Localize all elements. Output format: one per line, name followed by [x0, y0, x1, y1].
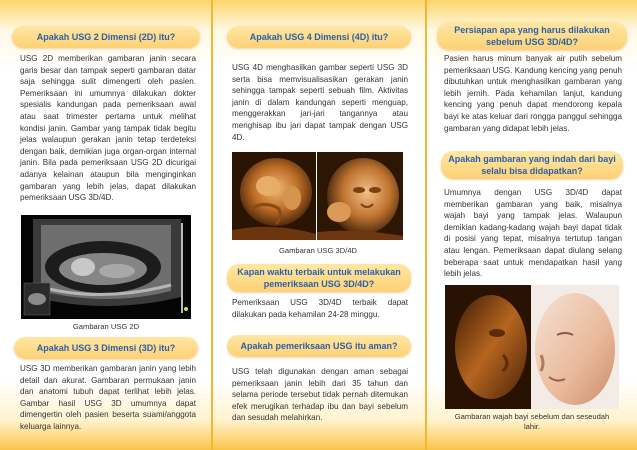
heading-safety: Apakah pemeriksaan USG itu aman?: [227, 335, 411, 357]
caption-usg-3d-4d: Gambaran USG 3D/4D: [278, 246, 358, 255]
heading-preparation: Persiapan apa yang harus dilakukan sebelum USG 3D/4D?: [437, 22, 627, 50]
panel-preparation: [427, 0, 637, 450]
heading-usg-2d: Apakah USG 2 Dimensi (2D) itu?: [12, 26, 200, 48]
panel-usg-2d-3d: [0, 0, 211, 450]
heading-usg-3d: Apakah USG 3 Dimensi (3D) itu?: [14, 337, 198, 359]
heading-usg-4d: Apakah USG 4 Dimensi (4D) itu?: [227, 26, 411, 48]
heading-best-time: Kapan waktu terbaik untuk melakukan pemeriksaan USG 3D/4D?: [227, 264, 411, 292]
paragraph-preparation: Pasien harus minum banyak air putih sebelum pemeriksaan USG. Kandung kencing yang penuh dibutuhkan untuk menghasilkan gambaran yang lebih jernih. Pada kehamilan lanjut, kandung kencing yang penuh dapat mendorong kepala bayi ke atas keluar dari rongga panggul sehingga gambaran yang didapat lebih jelas.: [444, 54, 622, 133]
caption-usg-2d: Gambaran USG 2D: [72, 322, 140, 331]
heading-beautiful-image: Apakah gambaran yang indah dari bayi selalu bisa didapatkan?: [441, 151, 623, 179]
ultrasound-2d-image: [21, 215, 191, 319]
fetus-3d-image-right: [317, 152, 403, 240]
paragraph-best-time: Pemeriksaan USG 3D/4D terbaik dapat dilakukan pada kehamilan 24-28 minggu.: [232, 298, 408, 319]
fetus-3d-image-left: [232, 152, 316, 240]
paragraph-usg-3d: USG 3D memberikan gambaran janin yang lebih detail dan akurat. Gambaran permukaan janin dan anatomi tubuh dapat terlihat lebih jelas. Gambar hasil USG 3D umumnya dapat dimengertin oleh pasien beserta suami/anggota keluarga lainnya.: [20, 364, 196, 431]
paragraph-safety: USG telah digunakan dengan aman sebagai pemeriksaan janin lebih dari 35 tahun dan selama periode tersebut tidak pernah ditemukan efek merugikan terhadap ibu dan bayi sebelum dan sesudah melahirkan.: [232, 367, 408, 423]
caption-baby-face: Gambaran wajah bayi sebelum dan seseudah lahir.: [454, 412, 610, 431]
panel-usg-4d: [213, 0, 425, 450]
baby-face-comparison-image: [445, 285, 619, 409]
paragraph-usg-4d: USG 4D menghasilkan gambar seperti USG 3D serta bisa memvisualisasikan gerakan janin sehingga tampak seperti sebuah film. Aktivitas janin di dalam kandungan seperti menguap, menggerakkan jari-jari tangannya atau menghisap ibu jari dapat tampak dengan USG 4D.: [232, 63, 408, 142]
paragraph-beautiful-image: Umumnya dengan USG 3D/4D dapat memberikan gambaran yang baik, misalnya wajah bayi yang tampak jelas. Walaupun demikian kadang-kadang wajah bayi dapat tidak di posisi yang tepat, misalnya tertutup tangan atau lengan. Pemeriksaan dapat diulang selang beberapa saat untuk mendapatkan hasil yang lebih jelas.: [444, 188, 622, 279]
paragraph-usg-2d: USG 2D memberikan gambaran janin secara garis besar dan tampak seperti gambaran datar saja sehingga sulit dimengerti oleh pasien. Pemeriksaan ini umumnya dilakukan dokter spesialis kandungan pada pemeriksaan awal atau saat trimester pertama untuk melihat kondisi janin. Gambar yang tampak tidak begitu jelas walaupun gerakan janin tetap terdeteksi dengan baik, demikian juga organ-organ internal janin. Bila pada pemeriksaan USG 2D dicurigai adanya kelainan ataupun bila menginginkan gambaran yang lebih jelas, dapat dilakukan pemeriksaan USG 3D/4D.: [20, 54, 196, 203]
